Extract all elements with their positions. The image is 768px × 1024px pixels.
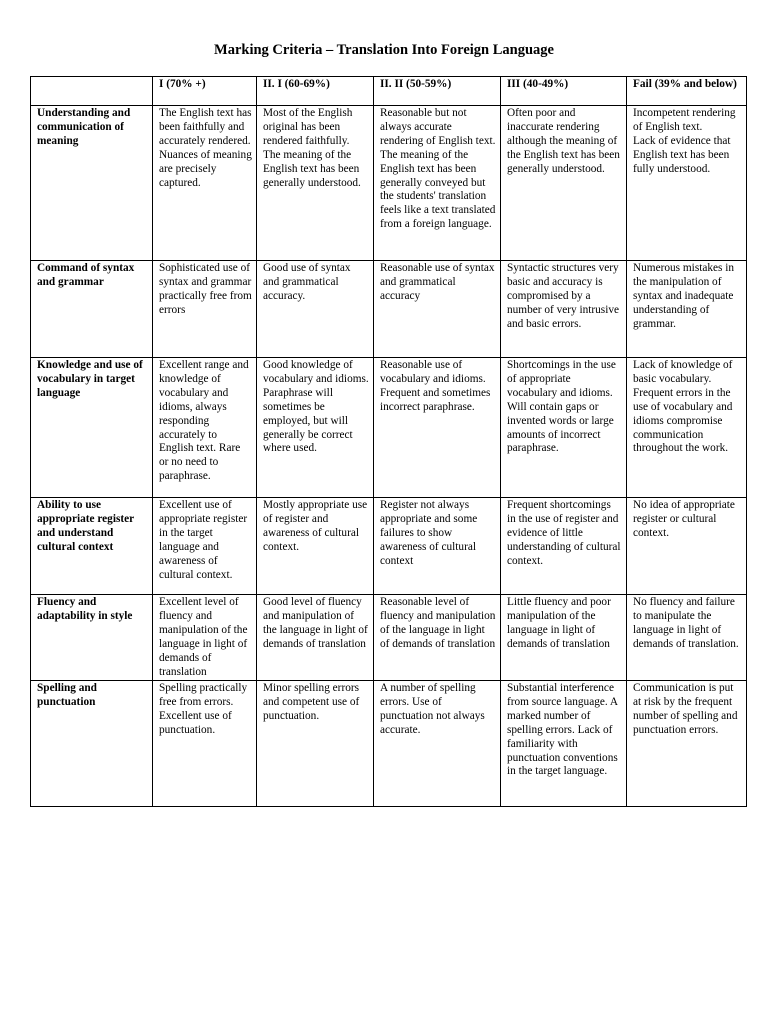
marking-criteria-table — [30, 76, 747, 807]
descriptor-cell: Sophisticated use of syntax and grammar practically free from errors — [153, 261, 257, 358]
descriptor-cell: Syntactic structures very basic and accuracy is compromised by a number of very intrusive and basic errors. — [501, 261, 627, 358]
descriptor-cell: A number of spelling errors. Use of punctuation not always accurate. — [374, 681, 501, 807]
header-row — [31, 77, 747, 106]
criterion-label: Fluency and adaptability in style — [31, 595, 153, 681]
descriptor-cell: Incompetent rendering of English text. Lack of evidence that English text has been fully understood. — [627, 106, 747, 261]
criterion-label: Spelling and punctuation — [31, 681, 153, 807]
descriptor-cell: Minor spelling errors and competent use of punctuation. — [257, 681, 374, 807]
descriptor-cell: Excellent level of fluency and manipulation of the language in light of demands of translation — [153, 595, 257, 681]
grade-header-third: III (40-49%) — [501, 77, 627, 106]
descriptor-cell: No fluency and failure to manipulate the language in light of demands of translation. — [627, 595, 747, 681]
descriptor-cell: Frequent shortcomings in the use of register and evidence of little understanding of cultural context. — [501, 498, 627, 595]
descriptor-cell: Good level of fluency and manipulation of the language in light of demands of translation — [257, 595, 374, 681]
criterion-label: Understanding and communication of meaning — [31, 106, 153, 261]
descriptor-cell: Reasonable use of vocabulary and idioms. Frequent and sometimes incorrect paraphrase. — [374, 358, 501, 498]
criterion-row-syntax — [31, 261, 747, 358]
criterion-row-understanding — [31, 106, 747, 261]
descriptor-cell: Reasonable use of syntax and grammatical accuracy — [374, 261, 501, 358]
descriptor-cell: Reasonable level of fluency and manipulation of the language in light of demands of translation — [374, 595, 501, 681]
grade-header-upper-second: II. I (60-69%) — [257, 77, 374, 106]
descriptor-cell: Communication is put at risk by the frequent number of spelling and punctuation errors. — [627, 681, 747, 807]
descriptor-cell: Shortcomings in the use of appropriate vocabulary and idioms. Will contain gaps or invented words or large amounts of incorrect paraphrase. — [501, 358, 627, 498]
descriptor-cell: Good use of syntax and grammatical accuracy. — [257, 261, 374, 358]
descriptor-cell: Good knowledge of vocabulary and idioms. Paraphrase will sometimes be employed, but will generally be correct where used. — [257, 358, 374, 498]
descriptor-cell: Spelling practically free from errors. Excellent use of punctuation. — [153, 681, 257, 807]
descriptor-cell: Reasonable but not always accurate rendering of English text. The meaning of the English text has been generally conveyed but the students' translation feels like a text translated from a foreign language. — [374, 106, 501, 261]
descriptor-cell: Numerous mistakes in the manipulation of syntax and inadequate understanding of grammar. — [627, 261, 747, 358]
descriptor-cell: Lack of knowledge of basic vocabulary. Frequent errors in the use of vocabulary and idioms compromise communication throughout the work. — [627, 358, 747, 498]
criterion-label: Ability to use appropriate register and understand cultural context — [31, 498, 153, 595]
grade-header-lower-second: II. II (50-59%) — [374, 77, 501, 106]
descriptor-cell: Register not always appropriate and some failures to show awareness of cultural context — [374, 498, 501, 595]
grade-header-fail: Fail (39% and below) — [627, 77, 747, 106]
descriptor-cell: No idea of appropriate register or cultural context. — [627, 498, 747, 595]
criterion-row-register — [31, 498, 747, 595]
criterion-label: Knowledge and use of vocabulary in target language — [31, 358, 153, 498]
corner-cell — [31, 77, 153, 106]
descriptor-cell: Substantial interference from source language. A marked number of spelling errors. Lack of familiarity with punctuation conventions in the target language. — [501, 681, 627, 807]
descriptor-cell: The English text has been faithfully and accurately rendered. Nuances of meaning are precisely captured. — [153, 106, 257, 261]
descriptor-cell: Little fluency and poor manipulation of the language in light of demands of translation — [501, 595, 627, 681]
criterion-row-fluency — [31, 595, 747, 681]
descriptor-cell: Often poor and inaccurate rendering although the meaning of the English text has been generally understood. — [501, 106, 627, 261]
criterion-label: Command of syntax and grammar — [31, 261, 153, 358]
descriptor-cell: Excellent range and knowledge of vocabulary and idioms, always responding accurately to English text. Rare or no need to paraphrase. — [153, 358, 257, 498]
descriptor-cell: Most of the English original has been rendered faithfully. The meaning of the English text has been generally understood. — [257, 106, 374, 261]
grade-header-first: I (70% +) — [153, 77, 257, 106]
criterion-row-vocabulary — [31, 358, 747, 498]
page-title: Marking Criteria – Translation Into Foreign Language — [214, 42, 554, 58]
descriptor-cell: Mostly appropriate use of register and awareness of cultural context. — [257, 498, 374, 595]
descriptor-cell: Excellent use of appropriate register in the target language and awareness of cultural context. — [153, 498, 257, 595]
criterion-row-spelling — [31, 681, 747, 807]
